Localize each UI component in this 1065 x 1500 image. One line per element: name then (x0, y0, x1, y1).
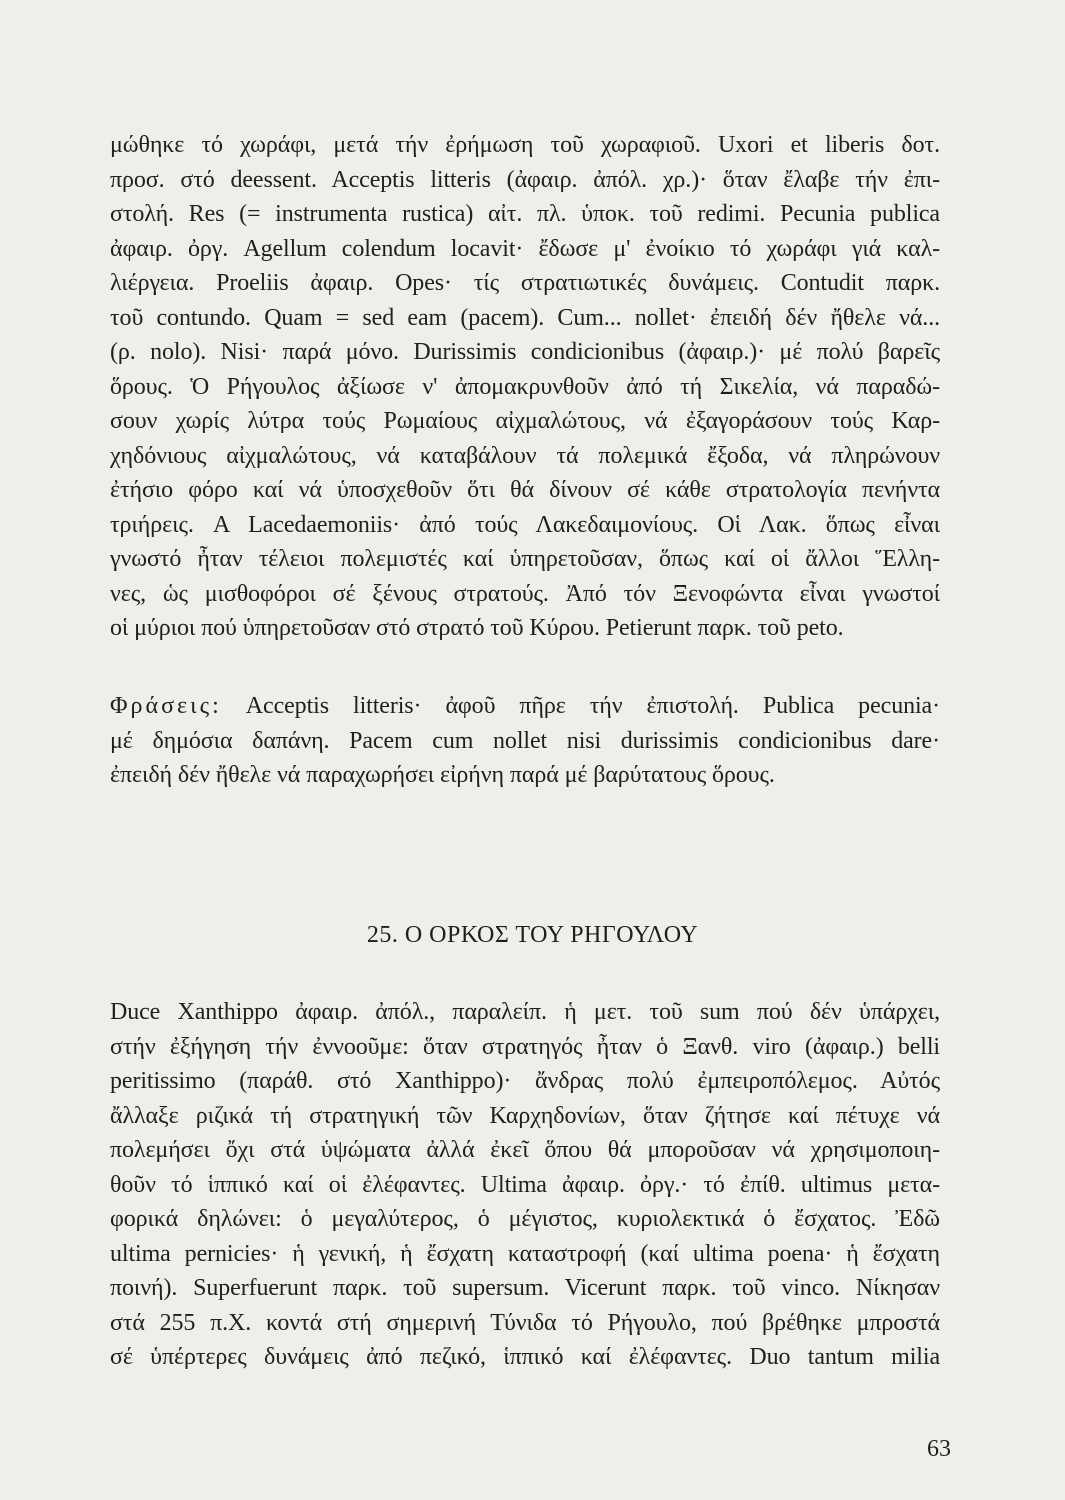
text-line: ultima pernicies· ἡ γενική, ἡ ἔσχατη καταστροφή (καί ultima poena· ἡ ἔσχατη (110, 1240, 940, 1267)
text-line: οἱ μύριοι πού ὑπηρετοῦσαν στό στρατό τοῦ Κύρου. Petierunt παρκ. τοῦ peto. (110, 615, 844, 641)
text-line: peritissimo (παράθ. στό Xanthippo)· ἄνδρας πολύ ἐμπειροπόλεμος. Αὐτός (110, 1068, 940, 1094)
text-line: στά 255 π.Χ. κοντά στή σημερινή Τύνιδα τό Ρήγουλο, πού βρέθηκε μπροστά (110, 1309, 940, 1336)
text-line: προσ. στό deessent. Acceptis litteris (ἀφαιρ. ἀπόλ. χρ.)· ὅταν ἔλαβε τήν ἐπι- (110, 166, 940, 193)
text-line (110, 689, 940, 724)
phrases-label: Φράσεις: (110, 693, 222, 719)
phrases-first-line: Acceptis litteris· ἀφοῦ πῆρε τήν ἐπιστολή. Publica pecunia· (245, 693, 941, 719)
text-line: τριήρεις. A Lacedaemoniis· ἀπό τούς Λακεδαιμονίους. Οἱ Λακ. ὅπως εἶναι (110, 511, 940, 538)
text-line: γνωστό ἦταν τέλειοι πολεμιστές καί ὑπηρετοῦσαν, ὅπως καί οἱ ἄλλοι Ἕλλη- (110, 546, 940, 572)
text-line: πολεμήσει ὄχι στά ὑψώματα ἀλλά ἐκεῖ ὅπου θά μποροῦσαν νά χρησιμοποιη- (110, 1137, 940, 1163)
text-line: (ρ. nolo). Nisi· παρά μόνο. Durissimis condicionibus (ἀφαιρ.)· μέ πολύ βαρεῖς (110, 339, 940, 365)
text-line: ποινή). Superfuerunt παρκ. τοῦ supersum. Vicerunt παρκ. τοῦ vinco. Νίκησαν (110, 1275, 940, 1301)
text-line: μέ δημόσια δαπάνη. Pacem cum nollet nisi durissimis condicionibus dare· (110, 727, 940, 754)
text-line: σέ ὑπέρτερες δυνάμεις ἀπό πεζικό, ἱππικό καί ἐλέφαντες. Duo tantum milia (110, 1344, 940, 1370)
text-line: μώθηκε τό χωράφι, μετά τήν ἐρήμωση τοῦ χωραφιοῦ. Uxori et liberis δοτ. (110, 132, 940, 158)
phrases-paragraph (110, 689, 940, 793)
text-line: στολή. Res (= instrumenta rustica) αἰτ. πλ. ὑποκ. τοῦ redimi. Pecunia publica (110, 201, 940, 227)
text-line: σουν χωρίς λύτρα τούς Ρωμαίους αἰχμαλώτους, νά ἐξαγοράσουν τούς Καρ- (110, 408, 940, 434)
section-heading: 25. Ο ΟΡΚΟΣ ΤΟΥ ΡΗΓΟΥΛΟΥ (366, 922, 699, 948)
text-line: Duce Xanthippo ἀφαιρ. ἀπόλ., παραλείπ. ἡ μετ. τοῦ sum πού δέν ὑπάρχει, (110, 999, 940, 1025)
text-line: ἐτήσιο φόρο καί νά ὑποσχεθοῦν ὅτι θά δίνουν σέ κάθε στρατολογία πενήντα (110, 477, 940, 503)
text-line: στήν ἐξήγηση τήν ἐννοοῦμε: ὅταν στρατηγός ἦταν ὁ Ξανθ. viro (ἀφαιρ.) belli (110, 1033, 940, 1060)
page-number: 63 (927, 1436, 951, 1462)
commentary-paragraph-2 (110, 995, 940, 1375)
text-line: θοῦν τό ἱππικό καί οἱ ἐλέφαντες. Ultima ἀφαιρ. ὀργ.· τό ἐπίθ. ultimus μετα- (110, 1171, 940, 1198)
text-line: ὅρους. Ὁ Ρήγουλος ἀξίωσε ν' ἀπομακρυνθοῦν ἀπό τή Σικελία, νά παραδώ- (110, 373, 940, 400)
commentary-paragraph-1 (110, 128, 940, 646)
text-line: τοῦ contundo. Quam = sed eam (pacem). Cum... nollet· ἐπειδή δέν ἤθελε νά... (110, 304, 940, 331)
text-line: ἐπειδή δέν ἤθελε νά παραχωρήσει εἰρήνη παρά μέ βαρύτατους ὅρους. (110, 762, 775, 788)
text-line: νες, ὡς μισθοφόροι σέ ξένους στρατούς. Ἀπό τόν Ξενοφώντα εἶναι γνωστοί (110, 580, 940, 607)
text-line: λιέργεια. Proeliis ἀφαιρ. Opes· τίς στρατιωτικές δυνάμεις. Contudit παρκ. (110, 270, 940, 296)
text-line: χηδόνιους αἰχμαλώτους, νά καταβάλουν τά πολεμικά ἔξοδα, νά πληρώνουν (110, 442, 940, 469)
text-line: φορικά δηλώνει: ὁ μεγαλύτερος, ὁ μέγιστος, κυριολεκτικά ὁ ἔσχατος. Ἐδῶ (110, 1206, 940, 1232)
text-line: ἀφαιρ. ὀργ. Agellum colendum locavit· ἔδωσε μ' ἐνοίκιο τό χωράφι γιά καλ- (110, 235, 940, 262)
text-line: ἄλλαξε ριζικά τή στρατηγική τῶν Καρχηδονίων, ὅταν ζήτησε καί πέτυχε νά (110, 1102, 940, 1129)
